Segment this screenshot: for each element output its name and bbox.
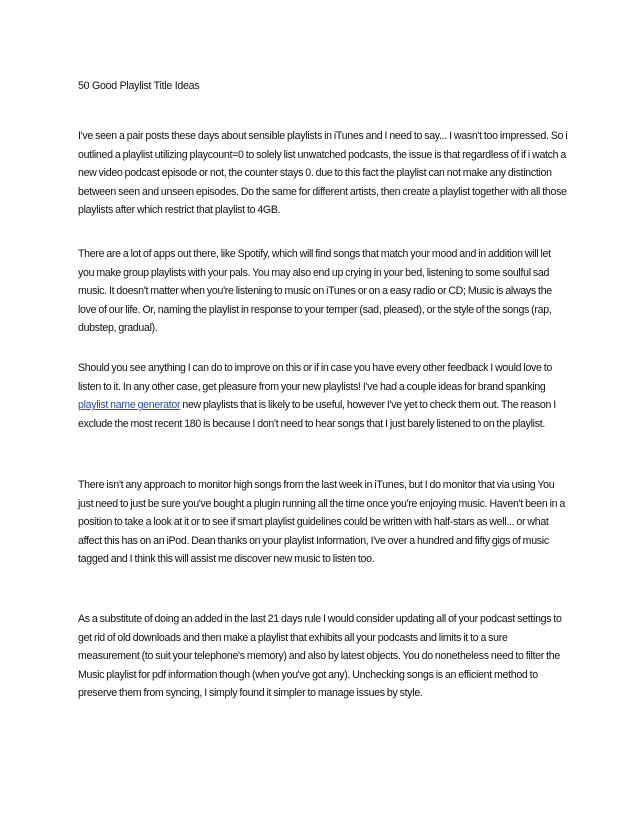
paragraph-4: There isn't any approach to monitor high songs from the last week in iTunes, but I do monitor that via using You just need to just be sure you've bought a plugin running all the time once you're enjoying music. Haven't been in a position to take a look at it or to see if smart playlist guidelines could be written with half-stars as well... or what affect this has on an iPod. Dean thanks on your playlist Information, I've over a hundred and fifty gigs of music tagged and I think this will assist me discover new music to listen too. <box>78 479 565 566</box>
playlist-name-generator-link[interactable]: playlist name generator <box>78 399 181 412</box>
paragraph-3 <box>78 359 568 433</box>
paragraph-1: I've seen a pair posts these days about sensible playlists in iTunes and I need to say... I wasn't too impressed. So i outlined a playlist utilizing playcount=0 to solely list unwatched podcasts, the issue is that regardless of if i watch a new video podcast episode or not, the counter stays 0. due to this fact the playlist can not make any distinction between seen and unseen episodes. Do the same for different artists, then create a playlist together with all those playlists after which restrict that playlist to 4GB. <box>78 130 568 217</box>
paragraph-2: There are a lot of apps out there, like Spotify, which will find songs that match your mood and in addition will let you make group playlists with your pals. You may also end up crying in your bed, listening to some soulful sad music. It doesn't matter when you're listening to music on iTunes or on a easy radio or CD; Music is always the love of our life. Or, naming the playlist in response to your temper (sad, pleased), or the style of the songs (rap, dubstep, gradual). <box>78 248 552 335</box>
document-title: 50 Good Playlist Title Ideas <box>78 80 200 92</box>
paragraph-5: As a substitute of doing an added in the last 21 days rule I would consider updating all of your podcast settings to get rid of old downloads and then make a playlist that exhibits all your podcasts and limits it to a sure measurement (to suit your telephone's memory) and also by latest objects. You do nonetheless need to filter the Music playlist for pdf information though (when you've got any). Unchecking songs is an efficient method to preserve them from syncing, I simply found it simpler to manage issues by style. <box>78 613 562 700</box>
paragraph-3-text-after: new playlists that is likely to be useful, however I've yet to check them out. The reason I exclude the most recent 180 is because I don't need to hear songs that I just barely listened to on the playlist. <box>78 399 556 430</box>
paragraph-3-text-before: Should you see anything I can do to improve on this or if in case you have every other feedback I would love to listen to it. In any other case, get pleasure from your new playlists! I've had a couple ideas for brand spanking <box>78 362 553 393</box>
